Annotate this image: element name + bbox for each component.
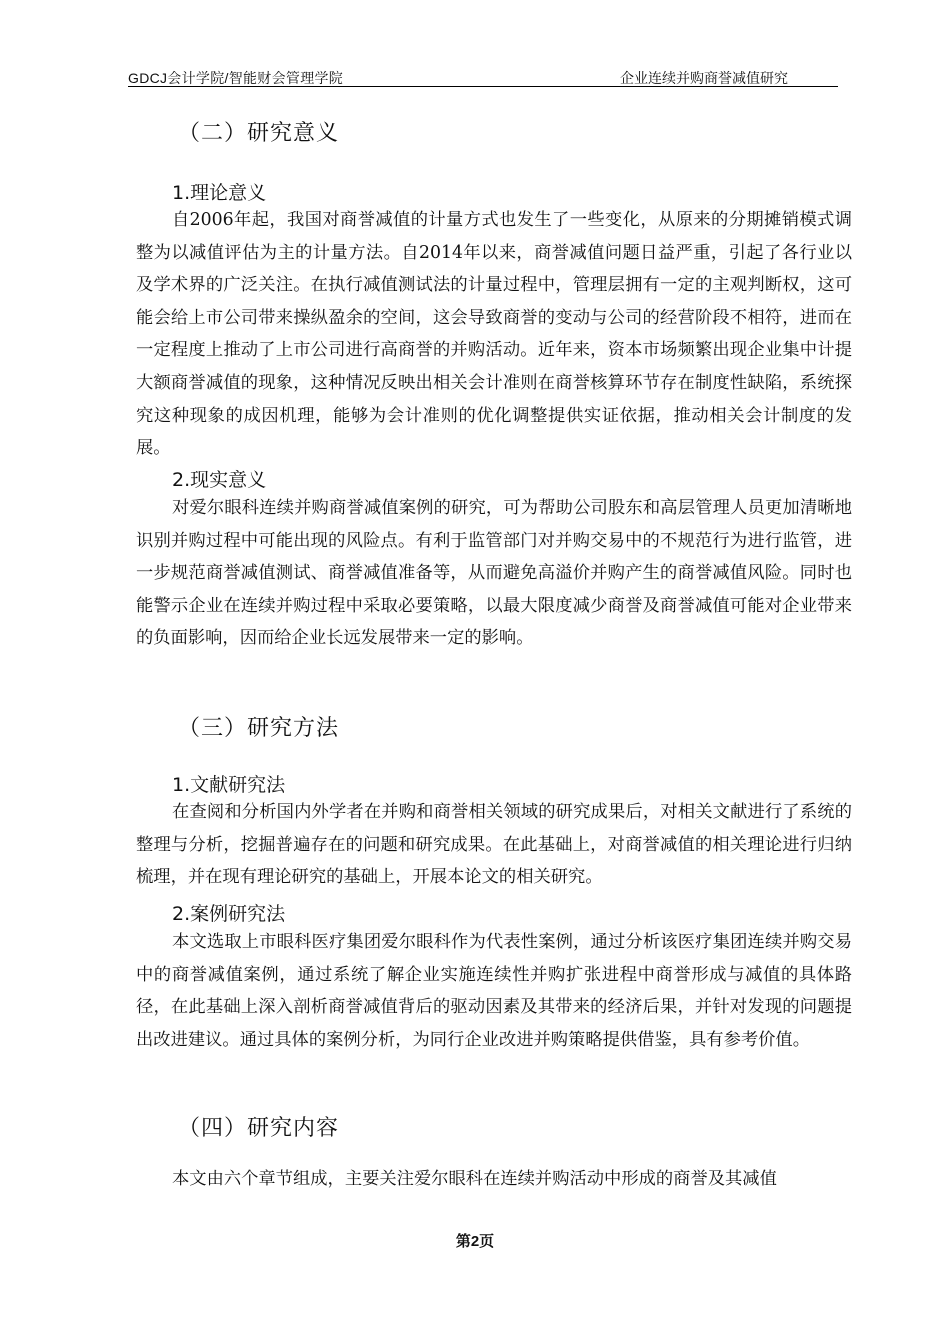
subheading-practical-significance: 2.现实意义 xyxy=(172,469,267,491)
header-rule xyxy=(128,86,838,87)
section-heading-methods: （三）研究方法 xyxy=(178,716,340,741)
header-thesis-title: 企业连续并购商誉减值研究 xyxy=(620,70,788,86)
section-heading-content: （四）研究内容 xyxy=(178,1116,340,1141)
subheading-literature-method: 1.文献研究法 xyxy=(172,774,286,796)
paragraph-case-method: 本文选取上市眼科医疗集团爱尔眼科作为代表性案例，通过分析该医疗集团连续并购交易中的商誉减值案例，通过系统了解企业实施连续性并购扩张进程中商誉形成与减值的具体路径，在此基础上深入剖析商誉减值背后的驱动因素及其带来的经济后果，并针对发现的问题提出改进建议。通过具体的案例分析，为同行企业改进并购策略提供借鉴，具有参考价值。 xyxy=(136,932,852,1050)
section-heading-significance: （二）研究意义 xyxy=(178,121,340,146)
subheading-case-method: 2.案例研究法 xyxy=(172,903,286,925)
page-number: 第2页 xyxy=(455,1233,495,1250)
paragraph-research-content: 本文由六个章节组成，主要关注爱尔眼科在连续并购活动中形成的商誉及其减值 xyxy=(172,1169,777,1189)
subheading-theoretical-significance: 1.理论意义 xyxy=(172,182,267,204)
paragraph-practical-significance: 对爱尔眼科连续并购商誉减值案例的研究，可为帮助公司股东和高层管理人员更加清晰地识别并购过程中可能出现的风险点。有利于监管部门对并购交易中的不规范行为进行监管，进一步规范商誉减值测试、商誉减值准备等，从而避免高溢价并购产生的商誉减值风险。同时也能警示企业在连续并购过程中采取必要策略，以最大限度减少商誉及商誉减值可能对企业带来的负面影响，因而给企业长远发展带来一定的影响。 xyxy=(136,498,852,649)
paragraph-literature-method: 在查阅和分析国内外学者在并购和商誉相关领域的研究成果后，对相关文献进行了系统的整理与分析，挖掘普遍存在的问题和研究成果。在此基础上，对商誉减值的相关理论进行归纳梳理，并在现有理论研究的基础上，开展本论文的相关研究。 xyxy=(136,802,852,888)
header-institution: GDCJ会计学院/智能财会管理学院 xyxy=(128,70,344,86)
paragraph-theoretical-significance: 自2006年起，我国对商誉减值的计量方式也发生了一些变化，从原来的分期摊销模式调整为以减值评估为主的计量方法。自2014年以来，商誉减值问题日益严重，引起了各行业以及学术界的广泛关注。在执行减值测试法的计量过程中，管理层拥有一定的主观判断权，这可能会给上市公司带来操纵盈余的空间，这会导致商誉的变动与公司的经营阶段不相符，进而在一定程度上推动了上市公司进行高商誉的并购活动。近年来，资本市场频繁出现企业集中计提大额商誉减值的现象，这种情况反映出相关会计准则在商誉核算环节存在制度性缺陷，系统探究这种现象的成因机理，能够为会计准则的优化调整提供实证依据，推动相关会计制度的发展。 xyxy=(136,210,852,459)
